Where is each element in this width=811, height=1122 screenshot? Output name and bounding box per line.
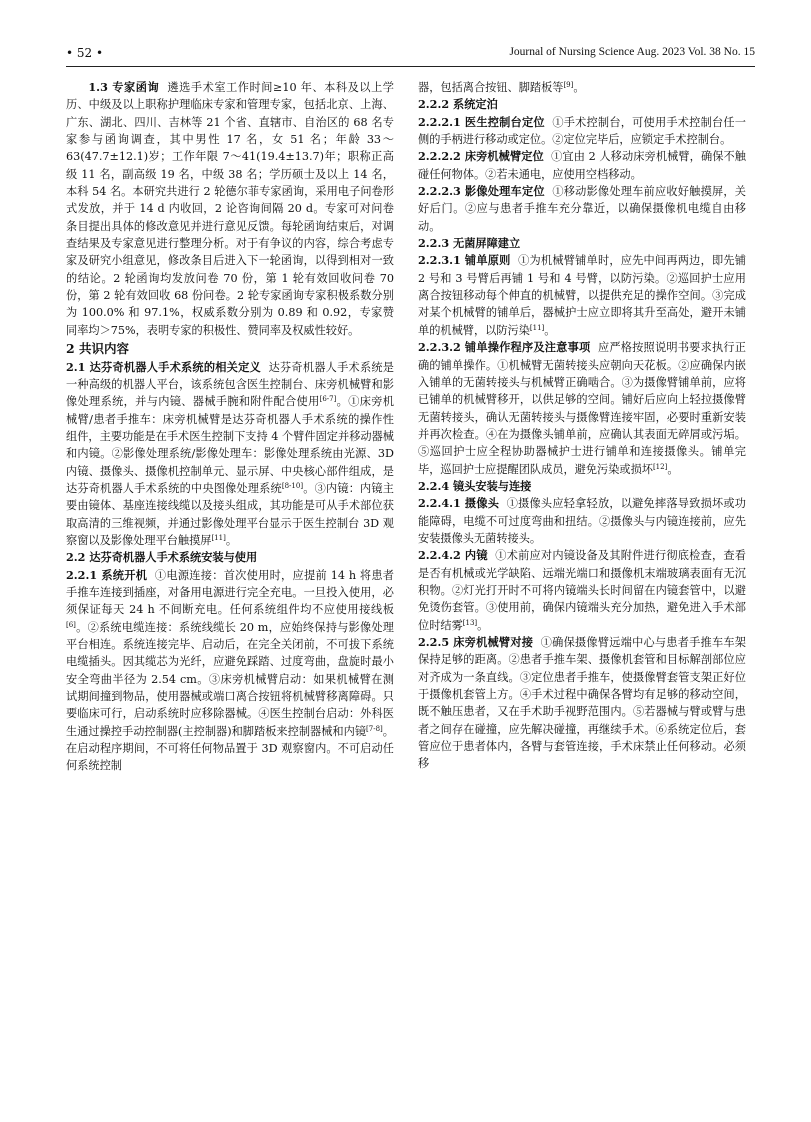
section-2-2-2-2-title: 2.2.2.2 床旁机械臂定位 (418, 149, 544, 164)
section-2-1-text-3: 。③内镜：内镜主要由镜体、基座连接线缆以及接头组成，其功能是可从手术部位获取高清的三维视频，并通过影像处理平台显示于医生控制台 3D 观察窗以及影像处理平台触摸屏 (66, 481, 394, 547)
section-2-2-2-title: 2.2.2 系统定泊 (418, 97, 498, 112)
section-2-1-text-1: 达芬奇机器人手术系统是一种高级的机器人平台，该系统包含医生控制台、床旁机械臂和影像处理系统，并与内镜、器械手腕和附件配合使用 (66, 360, 394, 409)
section-2-2-1-text-1: ①电源连接：首次使用时，应提前 14 h 将患者手推车连接到插座，对备用电源进行完全充电。一旦投入使用，必须保证每天 24 h 不间断充电。任何系统组件均不应使用接线板 (66, 568, 394, 617)
section-2-1 (66, 359, 394, 550)
section-2-1-text-2: 。①床旁机械臂/患者手推车：床旁机械臂是达芬奇机器人手术系统的操作性组件，主要功能是在手术医生控制下支持 4 个臂件固定并移动器械和内镜。②影像处理系统/影像处理车：影像处理系统由光源、3D 内镜、摄像头、摄像机控制单元、显示屏、中央核心部件组成，是达芬奇机器人手术系统的中央图像处理系统 (66, 395, 394, 495)
continuation-text: 器，包括离合按钮、脚踏板等 (418, 81, 564, 94)
citation: [6] (66, 620, 76, 629)
section-2-2-2-3-text: ①移动影像处理车前应收好触摸屏，关好后门。②应与患者手推车充分靠近，以确保摄像机电缆自由移动。 (418, 185, 746, 233)
section-2-2-4-1 (418, 495, 746, 547)
citation: [11] (529, 323, 545, 332)
section-2-2-3-1 (418, 252, 746, 339)
section-2-2-1-text-2: 。②系统电缆连接：系统线缆长 20 m，应始终保持与影像处理平台相连。系统连接完毕、启动后，在完全关闭前，不可拔下系统电缆插头。因其缆芯为光纤，应避免踩踏、过度弯曲，盘旋时最小安全弯曲半径为 2.54 cm。③床旁机械臂启动：如果机械臂在测试期间撞到物品，使用器械或端口离合按钮将机械臂移离障碍。只要临床可行，启动系统时应移除器械。④医生控制台启动：外科医生通过操控手动控制器(主控制器)和脚踏板来控制器械和内镜 (66, 620, 394, 738)
section-2-2-3-1-title: 2.2.3.1 铺单原则 (418, 253, 511, 268)
section-2-2-4-2 (418, 547, 746, 634)
section-2-2-3-1-end: 。 (544, 323, 556, 337)
citation: [12] (652, 462, 668, 471)
section-2-2-4-2-title: 2.2.4.2 内镜 (418, 548, 488, 563)
section-2-2-2-3 (418, 183, 746, 235)
section-2-2-3-2 (418, 339, 746, 478)
section-2-2-5-text: ①确保摄像臂远端中心与患者手推车车架保持足够的距离。②患者手推车架、摄像机套管和目标解剖部位应对齐成为一条直线。③定位患者手推车，使摄像臂套管支架正好位于摄像机套管上方。④手术过程中确保各臂均有足够的移动空间，既不触压患者，又在手术助手视野范围内。⑤若器械与臂或臂与患者之间存在碰撞，应先解决碰撞，再继续手术。⑥系统定位后，套管应位于患者体内，各臂与套管连接，手术床禁止任何移动。必须移 (418, 636, 746, 771)
section-2-2-title: 2.2 达芬奇机器人手术系统安装与使用 (66, 550, 258, 565)
section-2-2-2-1 (418, 114, 746, 149)
section-2-1-title: 2.1 达芬奇机器人手术系统的相关定义 (66, 359, 261, 374)
left-column (66, 79, 394, 775)
section-2-title: 2 共识内容 (66, 341, 130, 357)
section-2-2-4-2-end: 。 (477, 618, 489, 632)
continuation-paragraph (418, 79, 746, 96)
citation: [8-10] (281, 481, 304, 490)
section-2-2-3-2-text: 应严格按照说明书要求执行正确的铺单操作。①机械臂无菌转接头应朝向天花板。②应确保内嵌入铺单的无菌转接头与机械臂正确啮合。③为摄像臂铺单前，应将已铺单的机械臂移开，以供足够的空间。铺好后应向上轻拉摄像臂无菌转接头，确认无菌转接头与摄像臂连接牢固，必要时重新安装并再次检查。④在为摄像头铺单前，应确认其表面无碎屑或污垢。⑤巡回护士应全程协助器械护士进行铺单和连接摄像头。铺单完毕，巡回护士应提醒团队成员，避免污染或损坏 (418, 341, 746, 476)
section-2-2-2-3-title: 2.2.2.3 影像处理车定位 (418, 184, 545, 199)
journal-info: Journal of Nursing Science Aug. 2023 Vol. 38 No. 15 (509, 46, 755, 58)
section-2-2-4-title: 2.2.4 镜头安装与连接 (418, 478, 532, 493)
right-column (418, 79, 746, 773)
section-2-2-4-2-text: ①术前应对内镜设备及其附件进行彻底检查，查看是否有机械或光学缺陷、远端光端口和摄像机末端玻璃表面有无沉积物。②灯光打开时不可将内镜端头长时间留在内镜套管中，以避免烫伤套管。③使用前，确保内镜端头充分加热，避免进入手术部位时结雾 (418, 549, 746, 632)
citation: [6-7] (319, 395, 337, 404)
page-number: • 52 • (66, 46, 104, 60)
section-2-2-3-2-title: 2.2.3.2 铺单操作程序及注意事项 (418, 340, 591, 355)
section-2-2-2-2 (418, 148, 746, 183)
section-2-1-text-4: 。 (225, 533, 238, 547)
citation: [7-8] (366, 724, 383, 733)
section-2-2-1-title: 2.2.1 系统开机 (66, 567, 148, 582)
section-2-2-1 (66, 567, 394, 775)
section-1-3-title: 1.3 专家函询 (88, 80, 160, 94)
section-2-2-2-1-text: ①手术控制台，可使用手术控制台任一侧的手柄进行移动或定位。②定位完毕后，应锁定手术控制台。 (418, 115, 746, 147)
section-2-2-3-title: 2.2.3 无菌屏障建立 (418, 236, 521, 251)
section-2-2-2-1-title: 2.2.2.1 医生控制台定位 (418, 114, 545, 129)
section-2-2-1-text-3: 。在启动程序期间，不可将任何物品置于 3D 观察窗内。不可启动任何系统控制 (66, 724, 394, 773)
section-2-2-2-2-text: ①宜由 2 人移动床旁机械臂，确保不触碰任何物体。②若未通电，应使用空档移动。 (418, 150, 746, 181)
section-2-2-5-title: 2.2.5 床旁机械臂对接 (418, 635, 534, 649)
continuation-end: 。 (573, 81, 585, 94)
section-2-2-4-1-text: ①摄像头应轻拿轻放，以避免摔落导致损坏或功能障碍，电缆不可过度弯曲和扭结。②摄像头与内镜连接前，应先安装摄像头无菌转接头。 (418, 497, 746, 545)
section-2-2-4-1-title: 2.2.4.1 摄像头 (418, 496, 500, 511)
citation: [11] (211, 533, 226, 542)
section-2-2-3-1-text: ①为机械臂铺单时，应先中间再两边，即先铺 2 号和 3 号臂后再铺 1 号和 4 号臂，以防污染。②巡回护士应用离合按钮移动每个伸直的机械臂，以提供充足的操作空间。③完成对某个机械臂的铺单后，器械护士应立即将其升至高处，避开未铺单的机械臂，以防污染 (418, 254, 746, 337)
section-1-3-text: 遴选手术室工作时间≥10 年、本科及以上学历、中级及以上职称护理临床专家和管理专家，包括北京、上海、广东、湖北、四川、吉林等 21 个省、直辖市、自治区的 68 名专家参与函询调查，其中男性 17 名，女 51 名；年龄 33～63(47.7±12.1)岁；工作年限 7～41(19.4±13.7)年；职称正高级 11 名，副高级 19 名，中级 38 名；学历硕士及以上 14 名，本科 54 名。本研究共进行 2 轮德尔菲专家函询，采用电子问卷形式发放，并于 14 d 内收回，2 论咨询间隔 20 d。专家可对问卷条目提出具体的修改意见并进行意见反馈。每轮函询结束后，对调查结果及专家意见进行整理分析。对于有争议的内容，综合考虑专家及研究小组意见，修改条目后进入下一轮函询，以得到相对一致的结论。2 轮函询均发放问卷 70 份，第 1 轮有效回收问卷 70 份，第 2 轮有效回收 68 份问卷。2 轮专家函询专家积极系数分别为 100.0% 和 97.1%，权威系数分别为 0.89 和 0.92，专家赞同率均＞75%，表明专家的积极性、赞同率及权威性较好。 (66, 81, 394, 337)
section-1-3 (66, 79, 394, 339)
section-2-2-3-2-end: 。 (667, 462, 679, 476)
citation: [13] (462, 618, 478, 627)
running-header (66, 44, 755, 67)
citation: [9] (563, 81, 574, 89)
section-2-2-5 (418, 634, 746, 773)
